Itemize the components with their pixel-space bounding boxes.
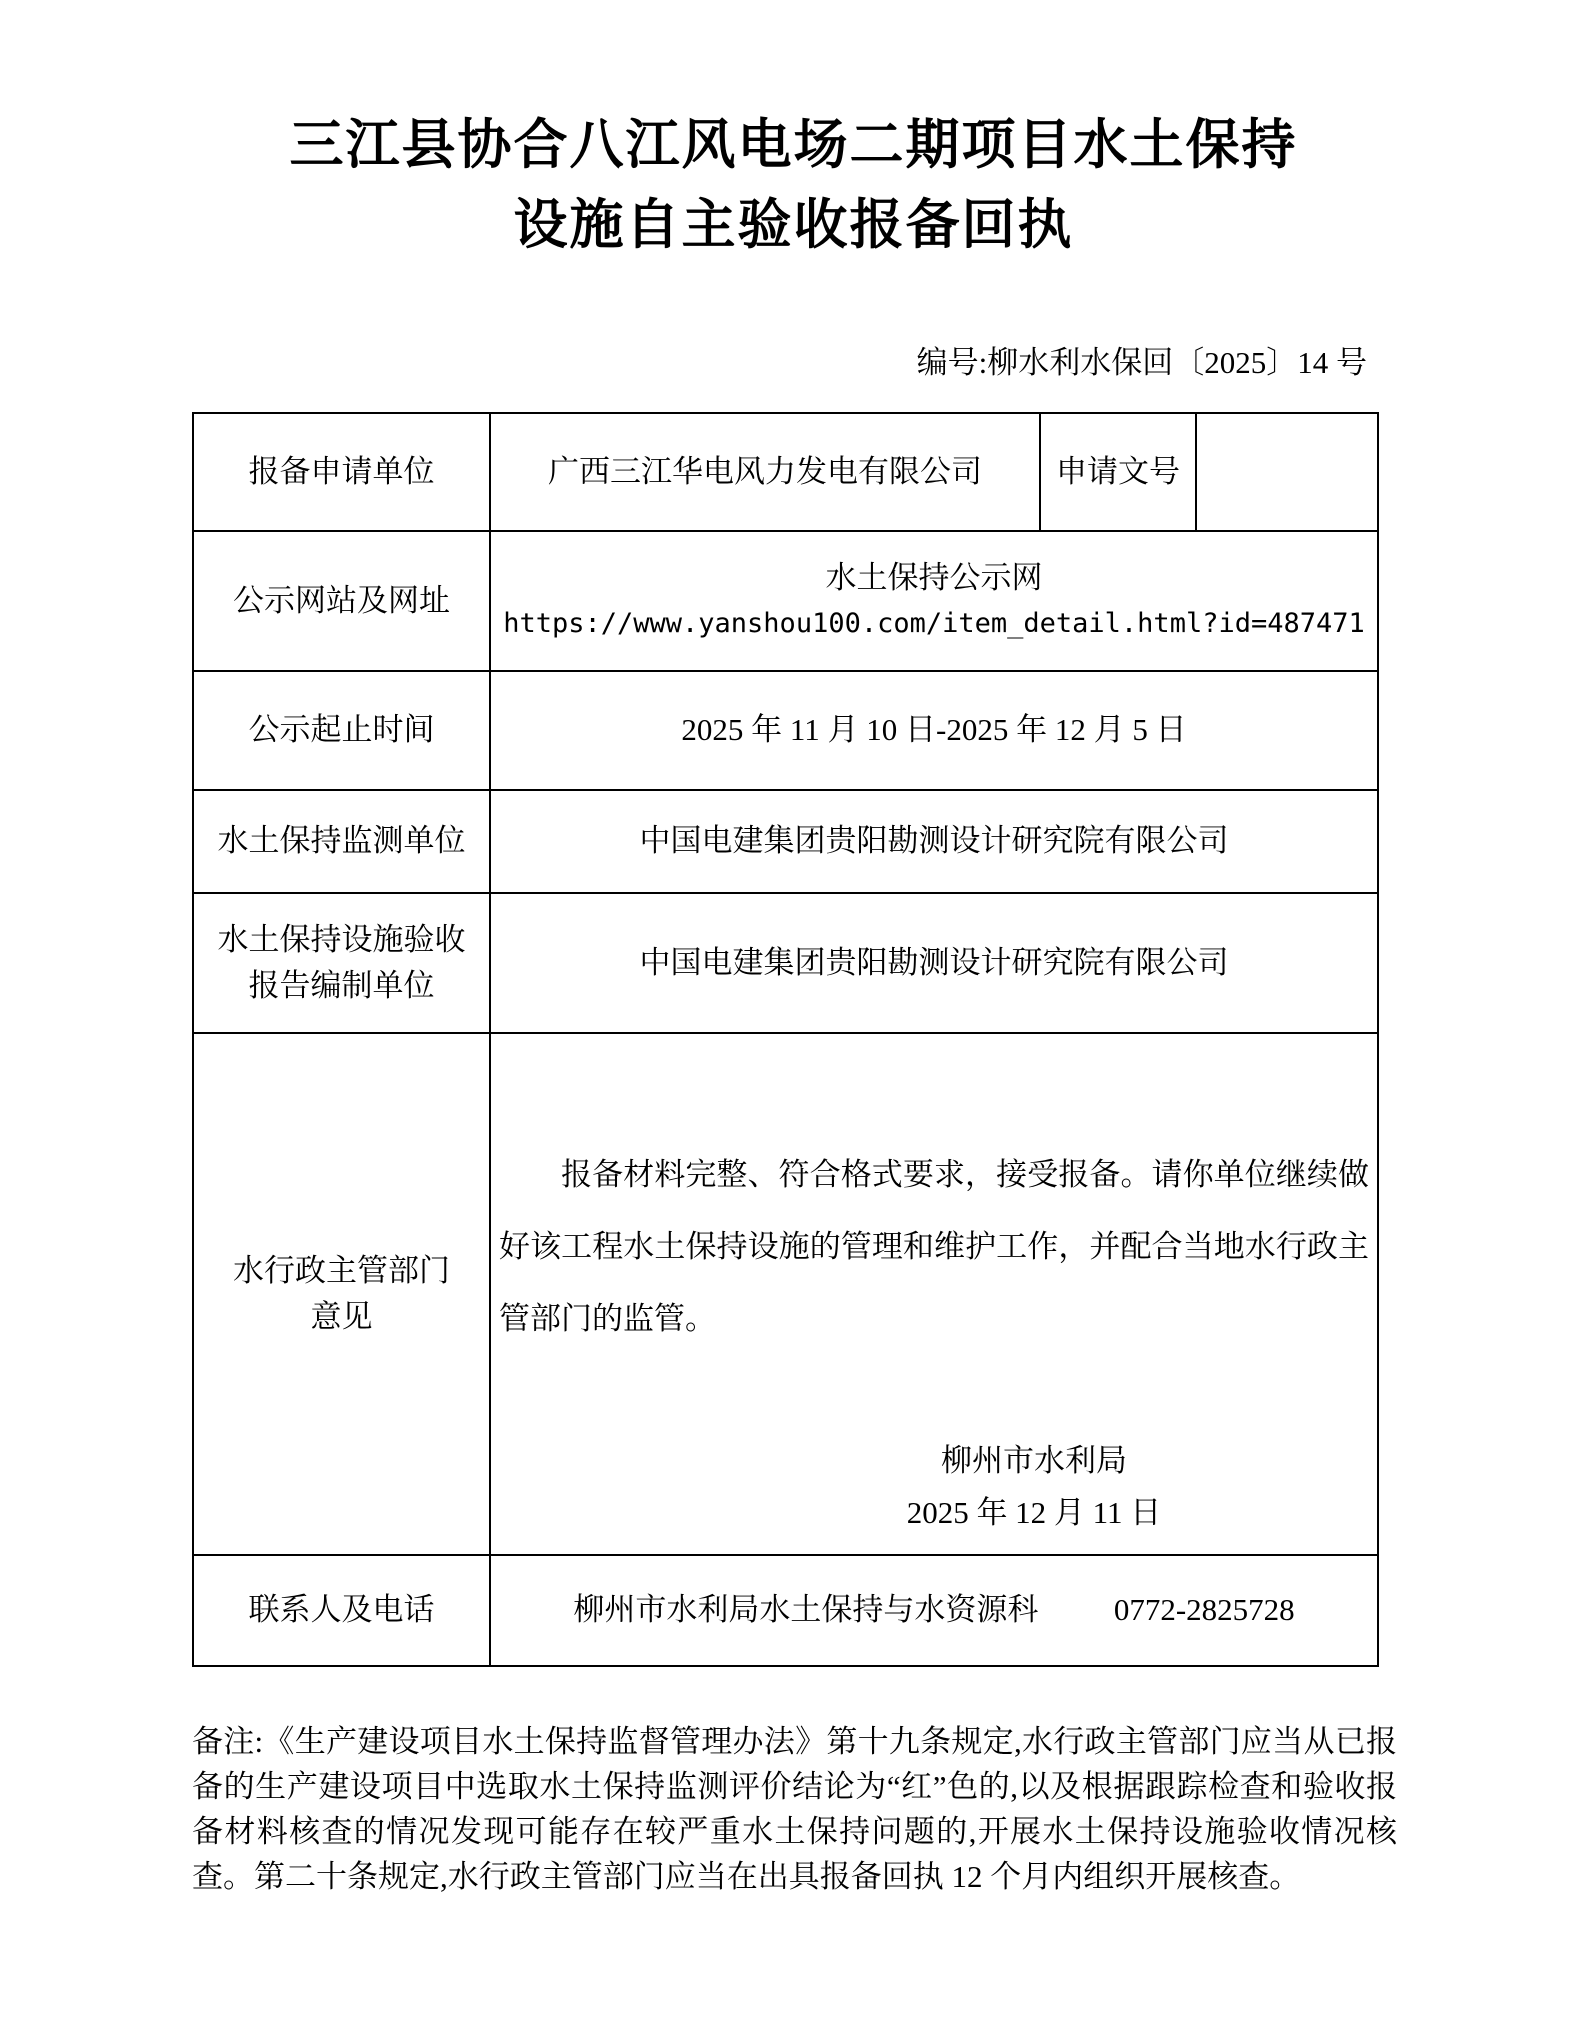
website-url: https://www.yanshou100.com/item_detail.html?id=487471 <box>503 608 1365 639</box>
row-applicant <box>193 413 1378 531</box>
period-label: 公示起止时间 <box>193 671 490 790</box>
monitor-value: 中国电建集团贵阳勘测设计研究院有限公司 <box>490 790 1378 893</box>
row-contact <box>193 1555 1378 1666</box>
monitor-label: 水土保持监测单位 <box>193 790 490 893</box>
application-number-label: 申请文号 <box>1040 413 1196 531</box>
document-title-line1: 三江县协合八江风电场二期项目水土保持 <box>289 115 1298 175</box>
registration-table <box>192 412 1379 1667</box>
signature-block <box>499 1435 1369 1539</box>
row-period <box>193 671 1378 790</box>
report-label-line1: 水土保持设施验收 <box>217 921 466 957</box>
footnote: 备注:《生产建设项目水土保持监督管理办法》第十九条规定,水行政主管部门应当从已报备的生产建设项目中选取水土保持监测评价结论为“红”色的,以及根据跟踪检查和验收报备材料核查的情况发现可能存在较严重水土保持问题的,开展水土保持设施验收情况核查。第二十条规定,水行政主管部门应当在出具报备回执 12 个月内组织开展核查。 <box>192 1724 1397 1894</box>
opinion-label-line1: 水行政主管部门 <box>233 1252 450 1288</box>
report-label <box>193 893 490 1033</box>
report-label-line2: 报告编制单位 <box>248 968 435 1003</box>
applicant-value: 广西三江华电风力发电有限公司 <box>490 413 1040 531</box>
report-value: 中国电建集团贵阳勘测设计研究院有限公司 <box>490 893 1378 1033</box>
period-value: 2025 年 11 月 10 日-2025 年 12 月 5 日 <box>490 671 1378 790</box>
website-label: 公示网站及网址 <box>193 531 490 671</box>
website-site-name: 水土保持公示网 <box>825 560 1043 595</box>
opinion-label-line2: 意见 <box>310 1299 373 1334</box>
doc-number: 编号:柳水利水保回〔2025〕14 号 <box>916 345 1367 380</box>
contact-phone: 0772-2825728 <box>1113 1592 1295 1628</box>
contact-label: 联系人及电话 <box>193 1555 490 1666</box>
opinion-label <box>193 1033 490 1555</box>
document-title-line2: 设施自主验收报备回执 <box>513 195 1074 255</box>
applicant-label: 报备申请单位 <box>193 413 490 531</box>
row-website <box>193 531 1378 671</box>
document-title <box>0 105 1587 265</box>
opinion-text: 报备材料完整、符合格式要求，接受报备。请你单位继续做好该工程水土保持设施的管理和维护工作，并配合当地水行政主管部门的监管。 <box>499 1157 1369 1336</box>
row-report <box>193 893 1378 1033</box>
opinion-value <box>490 1033 1378 1555</box>
signer-name: 柳州市水利局 <box>941 1443 1127 1478</box>
contact-department: 柳州市水利局水土保持与水资源科 <box>573 1592 1039 1628</box>
signature-date: 2025 年 12 月 11 日 <box>906 1495 1162 1530</box>
row-opinion <box>193 1033 1378 1555</box>
row-monitor <box>193 790 1378 893</box>
contact-value <box>490 1555 1378 1666</box>
application-number-value <box>1196 413 1378 531</box>
website-value <box>490 531 1378 671</box>
